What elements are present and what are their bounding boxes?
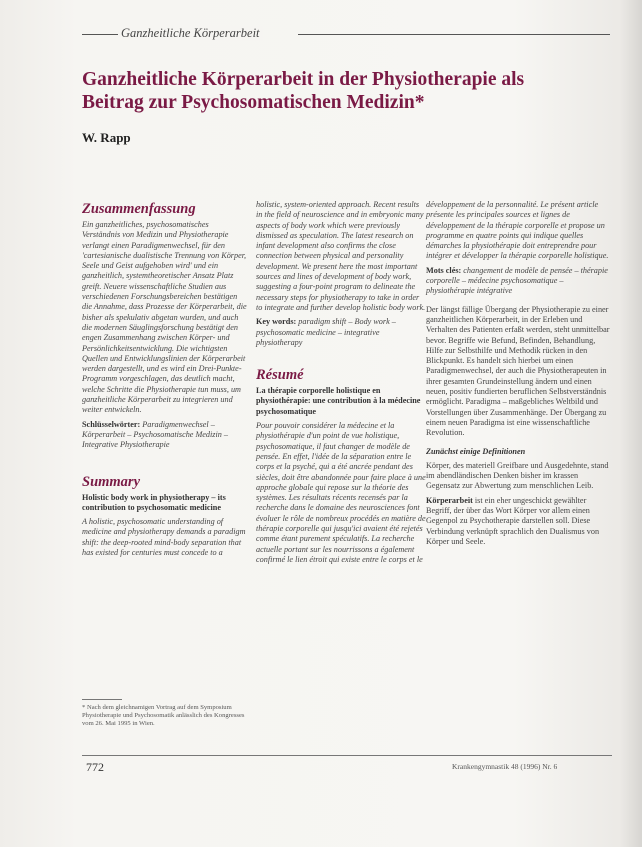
running-head: Ganzheitliche Körperarbeit — [118, 26, 263, 41]
article-title: Ganzheitliche Körperarbeit in der Physiotherapie als Beitrag zur Psychosomatischen Medizin* — [82, 69, 525, 113]
column-1 — [82, 200, 247, 562]
keywords-label: Key words: — [256, 317, 297, 327]
mots-cles-label: Mots clés: — [426, 265, 462, 275]
mots-cles-text: changement de modèle de pensée – thérapie corporelle – médecine psychosomatique – physiothérapie intégrative — [426, 265, 608, 296]
heading-summary: Summary — [82, 473, 141, 490]
schluesselwoerter-label: Schlüsselwörter: — [82, 419, 141, 429]
page-number: 772 — [86, 760, 104, 774]
keywords-text: paradigm shift – Body work – psychosomatic medicine – integrative physiotherapy — [256, 317, 396, 347]
schluesselwoerter-text: Paradigmenwechsel – Körperarbeit – Psychosomatische Medizin – Integrative Physiotherapie — [82, 419, 228, 450]
definition-koerperarbeit-text: ist ein eher ungeschickt gewählter Begriff, der über das Wort Körper vor allem einen Gegenpol zu Psychotherapie darstellen soll. Diese Verbindung verknüpft sprachlich den Dualismus von Körper und Seele. — [426, 495, 600, 546]
page-edge-shadow — [620, 0, 642, 847]
footer-rule — [82, 755, 612, 756]
resume-text: Pour pouvoir considérer la médecine et la physiothérapie d'un point de vue holistique, psychosomatique, il faut changer de modèle de pensée. En effet, l'idée de la séparation entre le corps et la psyché, qui a été ancrée pendant des siècles, doit être abandonnée pour faire place à une approche globale qui repose sur la théorie des systèmes. Les résultats récents recensés par la recherche dans le domaine des neurosciences font évoluer le rôle de nombreux procédés en matière de thérapie corporelle qui jusqu'ici avaient été rejetés comme étant purement spéculatifs. La recherche actuelle portant sur les nourrissons a également confirmé le lien étroit qui existe entre le corps et le — [256, 421, 426, 564]
summary-title: Holistic body work in physiotherapy – its contribution to psychosomatic medicine — [82, 492, 226, 512]
journal-reference: Krankengymnastik 48 (1996) Nr. 6 — [452, 762, 558, 771]
header-rule-right — [298, 34, 610, 35]
heading-resume: Résumé — [256, 367, 304, 384]
footnote: * Nach dem gleichnamigen Vortrag auf dem Symposium Physiotherapie und Psychosomatik anlässlich des Kongresses vom 26. Mai 1995 in Wien. — [82, 704, 245, 728]
header-rule-left — [82, 34, 118, 35]
article-author: W. Rapp — [82, 130, 131, 145]
summary-continued: holistic, system-oriented approach. Recent results in the field of neuroscience and in embryonic many aspects of body work which were previously dismissed as speculation. The latest research on infant development also confirms the close connection between physical and personality development. We present here the most important sources and lines of development of body work, suggesting a four-point program to delineate the necessary steps for physiotherapy to take in order to integrate and further develop holistic body work. — [256, 200, 426, 312]
column-3 — [426, 200, 612, 551]
heading-zusammenfassung: Zusammenfassung — [82, 201, 196, 217]
resume-continued: développement de la personnalité. Le présent article présente les principales sources et lignes de développement de la thérapie corporelle et propose un programme en quatre points qui indique quelles démarches la physiothérapie doit entreprendre pour intégrer et développer la thérapie corporelle holistique. — [426, 200, 609, 261]
column-2 — [256, 200, 426, 569]
zusammenfassung-text: Ein ganzheitliches, psychosomatisches Verständnis von Medizin und Physiotherapie verlangt einen Paradigmenwechsel, für den 'cartesianische dualistische Trennung von Körper, Seele und Geist aufgehoben wird' und ein ganzheitlich, systemtheoretischer Ansatz Platz greift. Neuere wissenschaftliche Studien aus verschiedenen Forschungsbereichen bestätigen die Annahme, dass Prozesse der Körperarbeit, die bisher als spekulativ abgetan wurden, und auch die modernen Säuglingsforschung bestätigt den engen Zusammenhang zwischen Körper- und Persönlichkeitsentwicklung. Die wichtigsten Quellen und Entwicklungslinien der Körperarbeit werden dargestellt, und es wird ein Drei-Punkte-Programm vorgeschlagen, das deutlich macht, welche Schritte die Physiotherapie tun muss, um ganzheitliche Körperarbeit zu integrieren und weiter entwickeln. — [82, 220, 247, 415]
intro-paragraph: Der längst fällige Übergang der Physiotherapie zu einer ganzheitlichen Körperarbeit, in der Erleben und Verhalten des Patienten erfaßt werden, steht unmittelbar bevor. Begriffe wie Befund, Befinden, Behandlung, Hilfe zur Selbsthilfe und Methodik rücken in den Blickpunkt. Es handelt sich hierbei um einen Paradigmenwechsel, der auch die Physiotherapeuten in ihrer gesamten Grundeinstellung ändern und einen neuen, positiv fundierten beruflichen Selbstverständnis ermöglicht. Paradigma – maßgebliches Weltbild und Vorstellungen über Zusammenhänge. Der Übergang zu einem neuen Paradigma ist eine wissenschaftliche Revolution. — [426, 304, 610, 438]
footnote-rule — [82, 699, 122, 700]
definition-koerper: Körper, des materiell Greifbare und Ausgedehnte, stand im abendländischen Denken bisher im krassen Gegensatz zur Abwertung zum menschlichen Leib. — [426, 460, 609, 491]
summary-text: A holistic, psychosomatic understanding of medicine and physiotherapy demands a paradigm shift: the deep-rooted mind-body separation that has existed for centuries must concede to a — [82, 517, 246, 558]
resume-title: La thérapie corporelle holistique en physiothérapie: une contribution à la médecine psychosomatique — [256, 386, 421, 416]
definition-koerperarbeit-label: Körperarbeit — [426, 495, 473, 505]
definitions-subheading: Zunächst einige Definitionen — [426, 446, 526, 456]
